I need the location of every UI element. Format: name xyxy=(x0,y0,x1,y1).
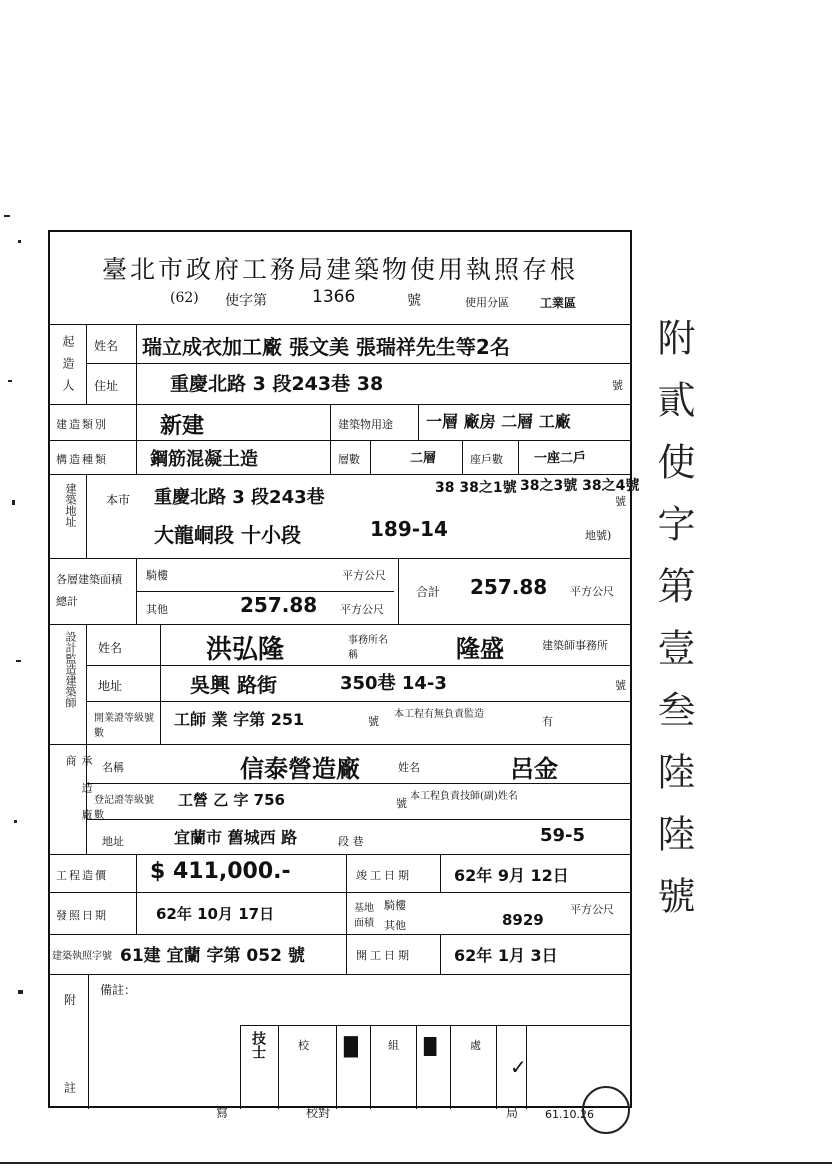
bottom-c6: 校對 xyxy=(306,1106,331,1120)
reg-tail: 號 xyxy=(396,797,407,810)
use-label: 建築物用途 xyxy=(338,418,393,431)
permit-prefix: 使字第 xyxy=(225,293,267,309)
issue-label: 發照日期 xyxy=(56,909,108,922)
license-tail: 號 xyxy=(368,715,379,728)
approval-sign-2: █ xyxy=(424,1037,437,1056)
license-label: 開業證等級號數 xyxy=(94,713,154,739)
approval-sign-1: █ xyxy=(344,1037,358,1058)
designer-address-no: 350巷 14-3 xyxy=(340,673,447,694)
contractor-address-mid: 段 巷 xyxy=(338,835,364,848)
contractor-group-label: 承造廠商 xyxy=(64,755,93,836)
office-label: 事務所名稱 xyxy=(348,635,388,661)
speck xyxy=(18,990,23,994)
applicant-row xyxy=(50,324,630,405)
contractor-address-no: 59-5 xyxy=(540,825,586,846)
reg-label: 登記證等級號數 xyxy=(94,795,154,821)
approval-c1: 技士 xyxy=(250,1031,266,1059)
category-value: 新建 xyxy=(160,414,205,439)
license-value: 工師 業 字第 251 xyxy=(174,710,305,729)
location-no: 38 38之1號 xyxy=(435,480,517,496)
speck xyxy=(14,820,17,823)
structure-row xyxy=(50,440,630,475)
address-label: 住址 xyxy=(94,379,119,393)
done-label: 竣工日期 xyxy=(356,869,412,882)
other-label: 其他 xyxy=(146,603,168,616)
approval-c2: 校 xyxy=(298,1039,309,1052)
contractor-person: 呂金 xyxy=(510,755,558,783)
structure-value: 鋼筋混凝土造 xyxy=(150,449,258,470)
bottom-edge xyxy=(0,1162,832,1164)
speck xyxy=(16,660,21,662)
supervise-value: 有 xyxy=(542,715,553,728)
designer-address-label: 地址 xyxy=(98,679,123,693)
remarks-side-bottom: 註 xyxy=(64,1081,77,1095)
contractor-name: 信泰營造廠 xyxy=(240,755,360,783)
applicant-name: 瑞立成衣加工廠 張文美 張瑞祥先生等2名 xyxy=(142,335,510,359)
site-value: 8929 xyxy=(502,911,544,929)
area-group-label: 各層建築面積總計 xyxy=(56,573,122,608)
speck xyxy=(8,380,12,382)
start-value: 62年 1月 3日 xyxy=(454,946,558,965)
site-other: 其他 xyxy=(384,919,406,932)
permit-number: 1366 xyxy=(312,287,356,307)
location-road: 重慶北路 3 段243巷 xyxy=(154,487,325,508)
designer-group-label: 設計監造建築師 xyxy=(64,631,77,708)
start-label: 開工日期 xyxy=(356,949,412,962)
speck xyxy=(18,240,21,243)
zone-value: 工業區 xyxy=(540,296,577,310)
area-row xyxy=(50,558,630,625)
office-tail: 建築師事務所 xyxy=(542,639,608,652)
designer-row xyxy=(50,624,630,745)
other-unit: 平方公尺 xyxy=(340,603,384,616)
bottom-c7: 局 xyxy=(506,1106,519,1120)
speck xyxy=(12,500,15,505)
total-unit: 平方公尺 xyxy=(570,585,614,598)
site-unit: 平方公尺 xyxy=(570,903,614,916)
location-row xyxy=(50,474,640,559)
office-name: 隆盛 xyxy=(456,635,504,663)
reg-value: 工營 乙 字 756 xyxy=(178,791,285,809)
units-value: 一座二戶 xyxy=(534,451,587,466)
contractor-address: 宜蘭市 舊城西 路 xyxy=(174,828,298,847)
location-lot-tail: 地號) xyxy=(585,529,612,542)
date-stamp: 61.10.26 xyxy=(545,1108,594,1121)
issue-value: 62年 10月 17日 xyxy=(156,905,275,923)
location-city: 本市 xyxy=(106,493,131,507)
tech-label: 本工程負責技師(副)姓名 xyxy=(410,791,518,802)
designer-name-label: 姓名 xyxy=(98,641,123,655)
floors-value: 二層 xyxy=(410,451,437,466)
permit-year: (62) xyxy=(170,290,199,306)
contractor-row xyxy=(50,744,630,855)
approval-sign-3: ✓ xyxy=(510,1055,527,1079)
site-arcade: 騎樓 xyxy=(384,899,406,912)
approval-c3: 組 xyxy=(388,1039,399,1052)
cost-row xyxy=(50,854,630,893)
contractor-address-label: 地址 xyxy=(102,835,124,848)
designer-name: 洪弘隆 xyxy=(206,635,285,665)
remarks-row xyxy=(50,974,630,1109)
bottom-c5: 寫 xyxy=(216,1106,229,1120)
category-label: 建造類別 xyxy=(56,418,108,431)
designer-address-tail: 號 xyxy=(615,679,626,692)
other-value: 257.88 xyxy=(240,593,318,617)
speck xyxy=(4,215,10,217)
location-lot: 189-14 xyxy=(370,517,448,541)
location-tail: 號 xyxy=(615,495,626,508)
name-label: 姓名 xyxy=(94,339,119,353)
address-tail: 號 xyxy=(612,379,623,392)
site-label: 基地面積 xyxy=(354,903,374,929)
permit-row xyxy=(50,934,630,975)
structure-label: 構造種類 xyxy=(56,453,108,466)
side-text: 附貳使字第壹叁陸陸號 xyxy=(651,318,695,938)
remarks-side-top: 附 xyxy=(64,993,77,1007)
units-label: 座戶數 xyxy=(470,453,503,466)
applicant-group-label: 起造人 xyxy=(61,335,75,401)
location-group-label: 建築地址 xyxy=(64,483,77,527)
round-seal xyxy=(582,1086,630,1134)
contractor-name-label: 名稱 xyxy=(102,761,124,774)
permit-value: 61建 宜蘭 字第 052 號 xyxy=(120,946,305,966)
use-value: 一層 廠房 二層 工廠 xyxy=(426,412,571,431)
location-section: 大龍峒段 十小段 xyxy=(154,523,301,547)
issue-row xyxy=(50,892,630,935)
zone-label: 使用分區 xyxy=(465,296,509,309)
supervise-label: 本工程有無負責監造 xyxy=(394,709,484,720)
category-row xyxy=(50,404,630,441)
permit-suffix: 號 xyxy=(407,293,421,309)
floors-label: 層數 xyxy=(338,453,360,466)
remarks-label: 備註： xyxy=(100,983,137,997)
location-no-b: 38之3號 38之4號 xyxy=(520,478,640,494)
designer-address: 吳興 路街 xyxy=(190,673,277,697)
applicant-address: 重慶北路 3 段243巷 38 xyxy=(170,373,384,395)
approval-c4: 處 xyxy=(470,1039,481,1052)
cost-label: 工程造價 xyxy=(56,869,108,882)
done-value: 62年 9月 12日 xyxy=(454,866,569,885)
arcade-label: 騎樓 xyxy=(146,569,168,582)
contractor-person-label: 姓名 xyxy=(398,761,420,774)
permit-label: 建築執照字號 xyxy=(52,951,112,962)
total-label: 合計 xyxy=(416,585,441,599)
total-value: 257.88 xyxy=(470,575,548,599)
arcade-unit: 平方公尺 xyxy=(342,569,386,582)
cost-value: $ 411,000.- xyxy=(150,859,291,884)
form-title: 臺北市政府工務局建築物使用執照存根 xyxy=(101,255,578,284)
